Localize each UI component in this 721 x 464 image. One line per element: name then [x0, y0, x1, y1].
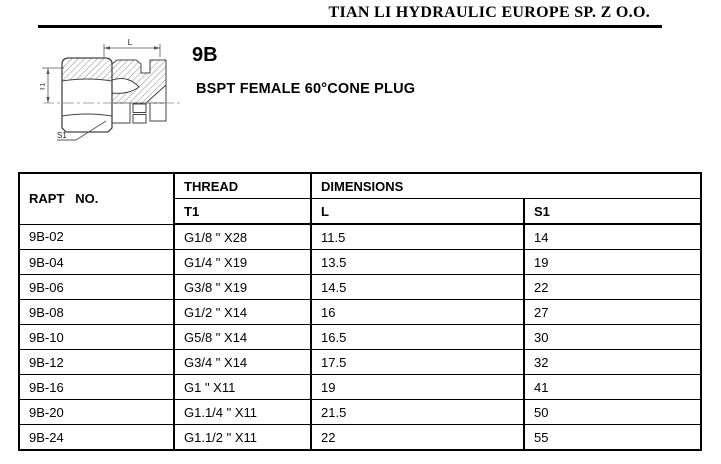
- cell-l: 16: [311, 300, 524, 325]
- dim-label-l: L: [127, 38, 133, 47]
- header-row-1: [19, 173, 701, 199]
- cell-l: 11.5: [311, 224, 524, 250]
- cell-rapt-no: 9B-02: [19, 224, 174, 250]
- col-header-s1: S1: [524, 199, 701, 225]
- cell-rapt-no: 9B-12: [19, 350, 174, 375]
- cell-l: 13.5: [311, 250, 524, 275]
- cell-rapt-no: 9B-06: [19, 275, 174, 300]
- table-row: [19, 375, 701, 400]
- cell-l: 21.5: [311, 400, 524, 425]
- plug-hex-detail-2: [133, 115, 146, 124]
- cell-rapt-no: 9B-10: [19, 325, 174, 350]
- cell-l: 22: [311, 425, 524, 451]
- dim-label-s1: S1: [57, 131, 67, 140]
- plug-hex-detail-1: [133, 104, 146, 113]
- header-rule: [38, 4, 662, 28]
- cell-t1: G1/8 " X28: [174, 224, 311, 250]
- nut-facet-bottom: [62, 114, 112, 116]
- cell-l: 19: [311, 375, 524, 400]
- table-row: [19, 425, 701, 451]
- cell-s1: 22: [524, 275, 701, 300]
- model-code: 9B: [192, 44, 218, 66]
- col-header-dimensions: DIMENSIONS: [311, 173, 701, 199]
- cell-t1: G1.1/4 " X11: [174, 400, 311, 425]
- table-row: [19, 275, 701, 300]
- cell-t1: G1 " X11: [174, 375, 311, 400]
- col-header-thread: THREAD: [174, 173, 311, 199]
- col-header-rapt-no: RAPT NO.: [19, 173, 174, 224]
- flange-lower-outline: [150, 103, 166, 121]
- part-drawing: [40, 33, 185, 148]
- cell-s1: 19: [524, 250, 701, 275]
- cell-t1: G1.1/2 " X11: [174, 425, 311, 451]
- table-row: [19, 250, 701, 275]
- cell-rapt-no: 9B-24: [19, 425, 174, 451]
- body-lower-outline: [112, 103, 130, 123]
- table-row: [19, 325, 701, 350]
- cell-t1: G1/2 " X14: [174, 300, 311, 325]
- cell-rapt-no: 9B-04: [19, 250, 174, 275]
- table-row: [19, 224, 701, 250]
- table-row: [19, 300, 701, 325]
- cell-rapt-no: 9B-08: [19, 300, 174, 325]
- spec-table: [18, 172, 702, 451]
- nut-section-hatch: [62, 58, 112, 80]
- cell-s1: 14: [524, 224, 701, 250]
- cell-rapt-no: 9B-16: [19, 375, 174, 400]
- cell-s1: 27: [524, 300, 701, 325]
- cell-rapt-no: 9B-20: [19, 400, 174, 425]
- product-title: BSPT FEMALE 60°CONE PLUG: [196, 81, 416, 97]
- cell-s1: 30: [524, 325, 701, 350]
- cell-s1: 41: [524, 375, 701, 400]
- cell-s1: 55: [524, 425, 701, 451]
- cell-s1: 32: [524, 350, 701, 375]
- table-row: [19, 400, 701, 425]
- spec-table-wrap: [18, 172, 702, 451]
- plug-section-drawing: [40, 33, 185, 148]
- cell-l: 17.5: [311, 350, 524, 375]
- cell-t1: G3/8 " X19: [174, 275, 311, 300]
- table-row: [19, 350, 701, 375]
- cell-l: 16.5: [311, 325, 524, 350]
- dim-label-t1: T1: [40, 82, 47, 91]
- col-header-l: L: [311, 199, 524, 225]
- company-name: TIAN LI HYDRAULIC EUROPE SP. Z O.O.: [328, 4, 650, 21]
- col-header-t1: T1: [174, 199, 311, 225]
- cell-t1: G5/8 " X14: [174, 325, 311, 350]
- cell-t1: G1/4 " X19: [174, 250, 311, 275]
- cell-l: 14.5: [311, 275, 524, 300]
- cell-t1: G3/4 " X14: [174, 350, 311, 375]
- cell-s1: 50: [524, 400, 701, 425]
